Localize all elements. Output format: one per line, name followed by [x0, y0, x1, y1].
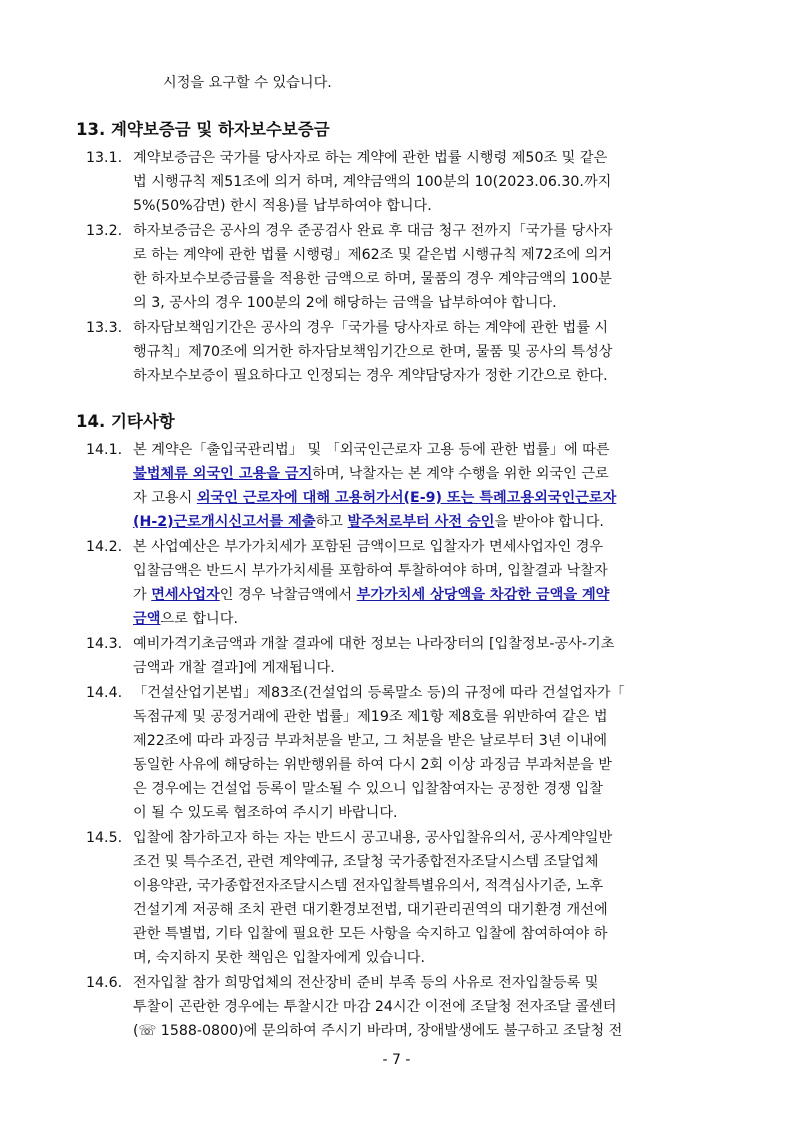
item-14-5-number: 14.5.: [86, 830, 123, 846]
highlighted-text: 부가가치세 상당액을 차감한 금액을 계약: [356, 587, 610, 603]
item-14-6-line: 전자입찰 참가 희망업체의 전산장비 준비 부족 등의 사유로 전자입찰등록 및: [133, 975, 599, 991]
item-14-5-line: 이용약관, 국가종합전자조달시스템 전자입찰특별유의서, 적격심사기준, 노후: [133, 878, 604, 894]
item-14-6-number: 14.6.: [86, 975, 123, 991]
highlighted-text: 면세사업자: [151, 587, 220, 603]
body-text: 을 받아야 합니다.: [494, 514, 604, 530]
item-13-3-line: 하자보수보증이 필요하다고 인정되는 경우 계약담당자가 정한 기간으로 한다.: [133, 368, 608, 384]
body-text: 가: [133, 587, 152, 603]
item-14-2-line: [133, 609, 238, 629]
body-text: 인 경우 낙찰금액에서: [219, 587, 357, 603]
highlighted-text: 발주처로부터 사전 승인: [347, 514, 495, 530]
item-14-6-line: 투찰이 곤란한 경우에는 투찰시간 마감 24시간 이전에 조달청 전자조달 콜센터: [133, 999, 617, 1015]
item-14-5-line: 입찰에 참가하고자 하는 자는 반드시 공고내용, 공사입찰유의서, 공사계약일반: [133, 830, 613, 846]
item-14-1-line: [133, 512, 604, 532]
item-14-4-line: 제22조에 따라 과징금 부과처분을 받고, 그 처분을 받은 날로부터 3년 이내에: [133, 733, 608, 749]
item-14-4-line: 이 될 수 있도록 협조하여 주시기 바랍니다.: [133, 805, 398, 821]
item-14-4-line: 「건설산업기본법」제83조(건설업의 등록말소 등)의 규정에 따라 건설업자가「: [133, 685, 625, 701]
item-14-1-number: 14.1.: [86, 442, 123, 458]
body-text: 으로 합니다.: [160, 611, 238, 627]
page-number: - 7 -: [382, 1052, 411, 1068]
item-13-3-line: 하자담보책임기간은 공사의 경우「국가를 당사자로 하는 계약에 관한 법률 시: [133, 320, 609, 336]
item-13-2-number: 13.2.: [86, 223, 123, 239]
item-13-1-number: 13.1.: [86, 150, 123, 166]
item-13-2-line: 로 하는 계약에 관한 법률 시행령」제62조 및 같은법 시행규칙 제72조에 의거: [133, 247, 613, 263]
item-14-4-line: 은 경우에는 건설업 등록이 말소될 수 있으니 입찰참여자는 공정한 경쟁 입찰: [133, 781, 603, 797]
item-14-3-number: 14.3.: [86, 636, 123, 652]
item-14-3-line: 예비가격기초금액과 개찰 결과에 대한 정보는 나라장터의 [입찰정보-공사-기초: [133, 636, 615, 652]
item-14-5-line: 건설기계 저공해 조치 관련 대기환경보전법, 대기관리권역의 대기환경 개선에: [133, 902, 608, 918]
item-14-4-number: 14.4.: [86, 685, 123, 701]
highlighted-text: 금액: [133, 611, 161, 627]
highlighted-text: 불법체류 외국인 고용을 금지: [133, 466, 313, 482]
item-14-2-line: 입찰금액은 반드시 부가가치세를 포함하여 투찰하여야 하며, 입찰결과 낙찰자: [133, 563, 608, 579]
item-14-1-line: [133, 464, 609, 484]
item-13-1-line: 5%(50%감면) 한시 적용)를 납부하여야 합니다.: [133, 198, 432, 214]
item-14-5-line: 관한 특별법, 기타 입찰에 필요한 모든 사항을 숙지하고 입찰에 참여하여야 하: [133, 926, 608, 942]
item-13-1-line: 법 시행규칙 제51조에 의거 하며, 계약금액의 100분의 10(2023.06.30.까지: [133, 174, 612, 190]
intro-line: 시정을 요구할 수 있습니다.: [163, 75, 332, 91]
item-14-5-line: 조건 및 특수조건, 관련 계약예규, 조달청 국가종합전자조달시스템 조달업체: [133, 854, 599, 870]
body-text: 하고: [315, 514, 348, 530]
highlighted-text: 외국인 근로자에 대해 고용허가서(E-9) 또는 특례고용외국인근로자: [196, 490, 617, 506]
item-14-6-line: (☏ 1588-0800)에 문의하여 주시기 바라며, 장애발생에도 불구하고 조달청 전: [133, 1023, 623, 1039]
body-text: 하며, 낙찰자는 본 계약 수행을 위한 외국인 근로: [312, 466, 609, 482]
item-14-2-number: 14.2.: [86, 539, 123, 555]
item-14-4-line: 동일한 사유에 해당하는 위반행위를 하여 다시 2회 이상 과징금 부과처분을 받: [133, 757, 612, 773]
item-13-2-line: 의 3, 공사의 경우 100분의 2에 해당하는 금액을 납부하여야 합니다.: [133, 295, 557, 311]
item-14-4-line: 독점규제 및 공정거래에 관한 법률」제19조 제1항 제8호를 위반하여 같은 법: [133, 709, 608, 725]
item-14-2-line: 본 사업예산은 부가가치세가 포함된 금액이므로 입찰자가 면세사업자인 경우: [133, 539, 604, 555]
section-13-heading: 13. 계약보증금 및 하자보수보증금: [76, 120, 330, 139]
item-13-3-line: 행규칙」제70조에 의거한 하자담보책임기간으로 한며, 물품 및 공사의 특성상: [133, 344, 613, 360]
item-13-1-line: 계약보증금은 국가를 당사자로 하는 계약에 관한 법률 시행령 제50조 및 같은: [133, 150, 608, 166]
item-14-3-line: 금액과 개찰 결과]에 게재됩니다.: [133, 660, 335, 676]
item-14-5-line: 며, 숙지하지 못한 책임은 입찰자에게 있습니다.: [133, 950, 425, 966]
item-14-1-line: 본 계약은「출입국관리법」 및 「외국인근로자 고용 등에 관한 법률」에 따른: [133, 442, 610, 458]
item-13-3-number: 13.3.: [86, 320, 123, 336]
item-14-2-line: [133, 585, 609, 605]
highlighted-text: (H-2)근로개시신고서를 제출: [133, 514, 316, 530]
body-text: 자 고용시: [133, 490, 197, 506]
item-13-2-line: 하자보증금은 공사의 경우 준공검사 완료 후 대금 청구 전까지「국가를 당사자: [133, 223, 613, 239]
section-14-heading: 14. 기타사항: [76, 412, 175, 431]
item-14-1-line: [133, 488, 616, 508]
item-13-2-line: 한 하자보수보증금률을 적용한 금액으로 하며, 물품의 경우 계약금액의 100분: [133, 271, 612, 287]
